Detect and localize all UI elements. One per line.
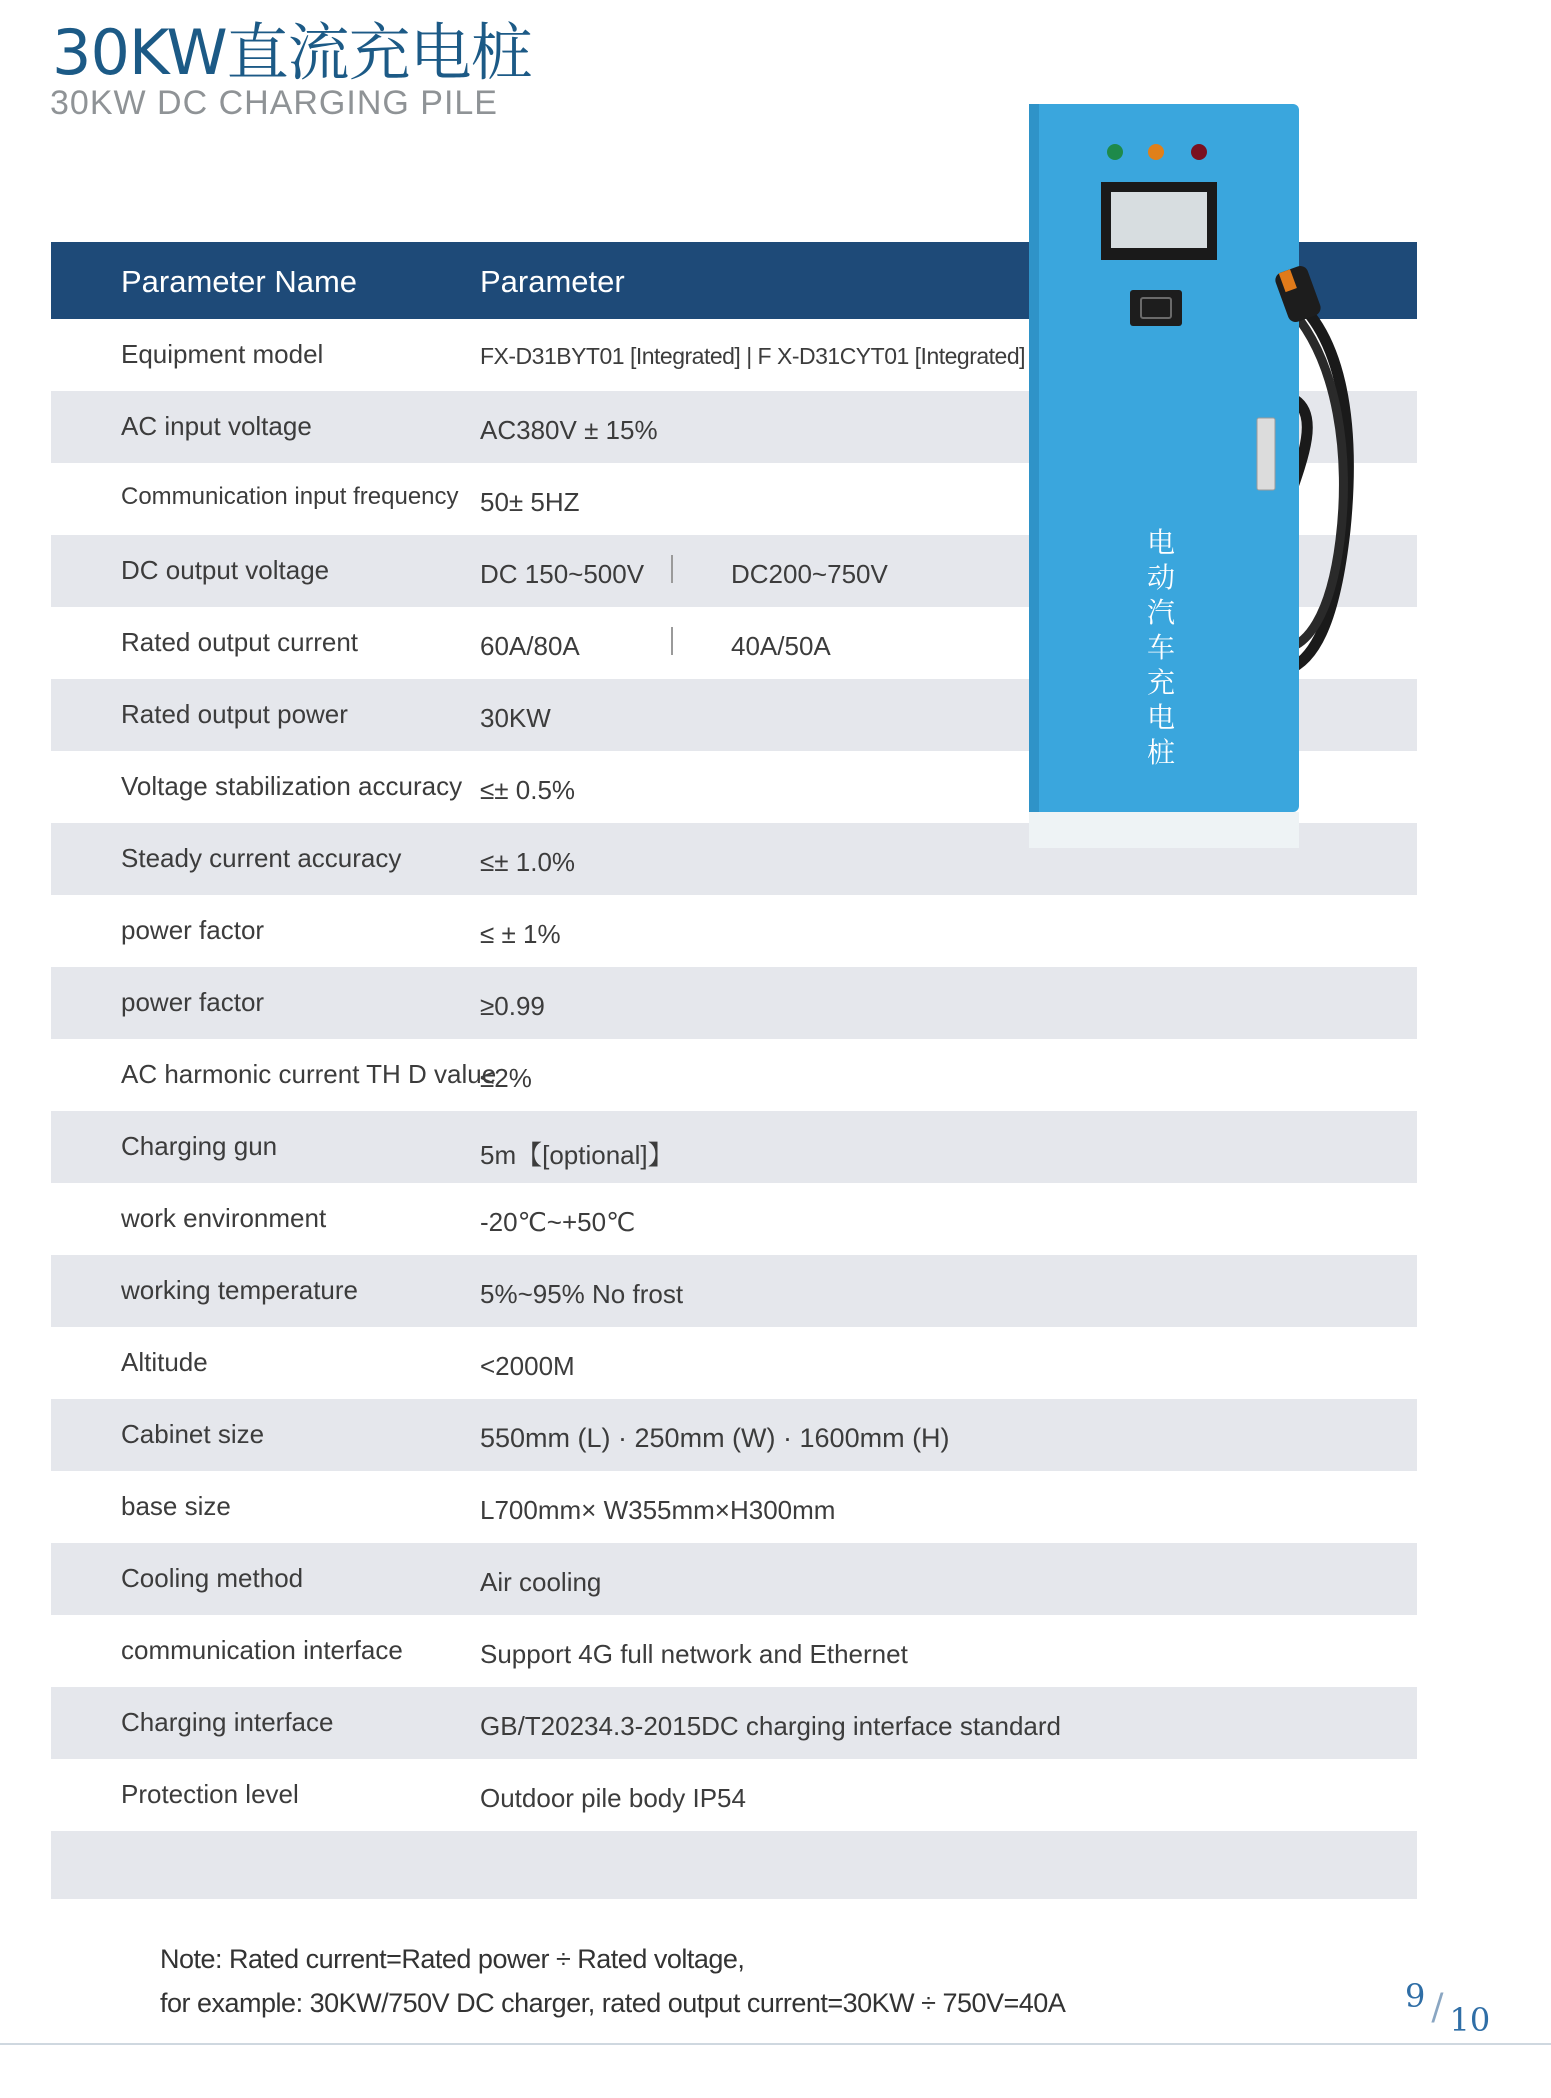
table-row	[51, 895, 1417, 967]
row-value: GB/T20234.3-2015DC charging interface standard	[480, 1711, 1062, 1741]
footnote	[160, 1937, 1065, 2025]
row-value: DC 150~500V	[480, 559, 645, 589]
door-handle	[1257, 418, 1275, 490]
charging-pile-illustration	[1025, 100, 1365, 860]
row-value: 60A/80A	[480, 631, 580, 661]
row-label: Voltage stabilization accuracy	[121, 771, 463, 801]
status-led-green	[1107, 144, 1123, 160]
row-label: Rated output current	[121, 627, 359, 657]
footer-divider	[0, 2043, 1551, 2045]
row-value: ≥0.99	[480, 991, 545, 1021]
table-row	[51, 1687, 1417, 1759]
table-row	[51, 1111, 1417, 1183]
row-label: AC harmonic current TH D value	[121, 1059, 497, 1089]
page-separator: /	[1431, 1987, 1444, 2028]
table-row	[51, 1759, 1417, 1831]
table-row	[51, 1183, 1417, 1255]
table-row	[51, 1039, 1417, 1111]
row-label: working temperature	[121, 1275, 358, 1305]
row-label: AC input voltage	[121, 411, 312, 441]
row-label: Charging interface	[121, 1707, 334, 1737]
cabinet-base	[1029, 812, 1299, 848]
row-label: Equipment model	[121, 339, 324, 369]
row-value-alt: DC200~750V	[731, 559, 888, 589]
column-header-parameter: Parameter	[480, 264, 625, 299]
row-label: base size	[121, 1491, 231, 1521]
page-total: 10	[1449, 2001, 1491, 2039]
value-divider	[671, 627, 673, 655]
page-number	[1405, 1975, 1491, 2039]
footnote-line-2: for example: 30KW/750V DC charger, rated output current=30KW ÷ 750V=40A	[160, 1988, 1066, 2018]
row-value: AC380V ± 15%	[480, 415, 658, 445]
table-row	[51, 1327, 1417, 1399]
row-label: work environment	[121, 1203, 327, 1233]
cabinet-vertical-text: 电动汽车充电桩	[1146, 526, 1175, 769]
table-row	[51, 1615, 1417, 1687]
card-reader	[1130, 290, 1182, 326]
status-led-orange	[1148, 144, 1164, 160]
table-row	[51, 967, 1417, 1039]
row-label: communication interface	[121, 1635, 403, 1665]
footnote-line-1: Note: Rated current=Rated power ÷ Rated voltage,	[160, 1944, 745, 1974]
row-label: Charging gun	[121, 1131, 278, 1161]
value-divider	[671, 555, 673, 583]
row-value: ≤± 1.0%	[480, 847, 576, 877]
row-label: Protection level	[121, 1779, 299, 1809]
column-header-name: Parameter Name	[121, 264, 358, 299]
row-value: L700mm× W355mm×H300mm	[480, 1495, 836, 1525]
row-value: ≤± 0.5%	[480, 775, 576, 805]
page-title: 30KW直流充电桩	[52, 16, 532, 89]
row-label: power factor	[121, 987, 265, 1017]
row-value: Support 4G full network and Ethernet	[480, 1639, 908, 1669]
row-value-alt: 40A/50A	[731, 631, 831, 661]
table-row-empty	[51, 1831, 1417, 1899]
row-label: Communication input frequency	[121, 483, 459, 510]
row-value: Air cooling	[480, 1567, 602, 1597]
table-row	[51, 1471, 1417, 1543]
row-value: 50± 5HZ	[480, 487, 580, 517]
row-value: 30KW	[480, 703, 551, 733]
row-label: Cooling method	[121, 1563, 304, 1593]
row-value: ≤2%	[480, 1063, 532, 1093]
row-label: DC output voltage	[121, 555, 330, 585]
row-label: Altitude	[121, 1347, 208, 1377]
row-label: Cabinet size	[121, 1419, 265, 1449]
row-value: FX-D31BYT01 [Integrated] | F X-D31CYT01 [Integrated]	[480, 343, 1026, 369]
page-current: 9	[1405, 1977, 1426, 2015]
table-row	[51, 1255, 1417, 1327]
status-led-red	[1191, 144, 1207, 160]
row-value: 5m【[optional]】	[480, 1140, 674, 1170]
table-row	[51, 1399, 1417, 1471]
row-value: Outdoor pile body IP54	[480, 1783, 746, 1813]
row-label: Rated output power	[121, 699, 348, 729]
row-label: power factor	[121, 915, 265, 945]
row-value: ≤ ± 1%	[480, 919, 561, 949]
row-value: -20℃~+50℃	[480, 1207, 636, 1237]
row-label: Steady current accuracy	[121, 843, 402, 873]
row-value: 5%~95% No frost	[480, 1279, 684, 1309]
page-subtitle: 30KW DC CHARGING PILE	[50, 84, 498, 122]
row-value: <2000M	[480, 1351, 575, 1381]
row-value: 550mm (L) · 250mm (W) · 1600mm (H)	[480, 1423, 950, 1453]
table-row	[51, 1543, 1417, 1615]
